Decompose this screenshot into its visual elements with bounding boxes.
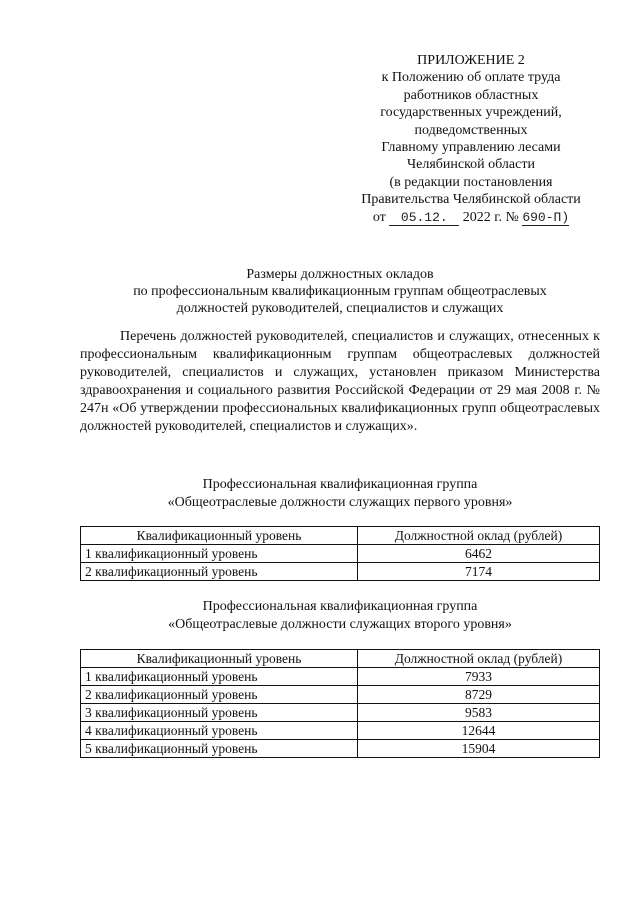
document-title (80, 266, 600, 317)
intro-paragraph: Перечень должностей руководителей, специалистов и служащих, отнесенных к профессиональным квалификационным группам общеотраслевых должностей руководителей, специалистов и служащих, установлен приказом Министерства здравоохранения и социального развития Российской Федерации от 29 мая 2008 г. № 247н «Об утверждении профессиональных квалификационных групп общеотраслевых должностей руководителей, специалистов и служащих». (80, 329, 600, 434)
resolution-number: 690-П) (522, 209, 570, 225)
group-title-line: Профессиональная квалификационная группа (202, 477, 478, 492)
table-header-row (81, 650, 600, 668)
salary-cell: 15904 (358, 740, 600, 758)
level-cell: 1 квалификационный уровень (81, 668, 358, 686)
title-line: Размеры должностных окладов (246, 267, 434, 282)
group-1-table (80, 526, 600, 581)
salary-cell: 6462 (358, 545, 600, 563)
salary-cell: 9583 (358, 704, 600, 722)
appendix-line: Главному управлению лесами (381, 140, 561, 156)
group-title-line: «Общеотраслевые должности служащих первого уровня» (167, 495, 513, 510)
resolution-date: 05.12. (389, 211, 459, 226)
level-cell: 3 квалификационный уровень (81, 704, 358, 722)
resolution-reference (340, 209, 602, 226)
appendix-line: государственных учреждений, (380, 105, 562, 121)
group-title-line: Профессиональная квалификационная группа (202, 599, 478, 614)
appendix-line: Правительства Челябинской области (361, 192, 581, 208)
level-cell: 2 квалификационный уровень (81, 686, 358, 704)
title-line: должностей руководителей, специалистов и служащих (176, 301, 504, 316)
table-header-row (81, 527, 600, 545)
salary-cell: 8729 (358, 686, 600, 704)
level-cell: 4 квалификационный уровень (81, 722, 358, 740)
appendix-line: работников областных (403, 87, 539, 103)
appendix-header (340, 52, 602, 226)
column-header-salary: Должностной оклад (рублей) (358, 650, 600, 668)
title-line: по профессиональным квалификационным группам общеотраслевых (133, 284, 547, 299)
salary-cell: 7933 (358, 668, 600, 686)
year-number-label: 2022 г. № (462, 209, 519, 225)
table-row (81, 740, 600, 758)
from-label: от (372, 209, 386, 225)
appendix-line: (в редакции постановления (389, 174, 553, 190)
column-header-salary: Должностной оклад (рублей) (358, 527, 600, 545)
appendix-line: к Положению об оплате труда (381, 70, 561, 86)
appendix-line: ПРИЛОЖЕНИЕ 2 (417, 53, 525, 68)
table-row (81, 722, 600, 740)
group-title-line: «Общеотраслевые должности служащих второго уровня» (168, 617, 512, 632)
column-header-level: Квалификационный уровень (81, 650, 358, 668)
table-row (81, 563, 600, 581)
appendix-line: подведомственных (414, 122, 528, 138)
group-2-table (80, 649, 600, 758)
group-2-title (80, 598, 600, 634)
group-1-title (80, 476, 600, 512)
table-row (81, 668, 600, 686)
level-cell: 2 квалификационный уровень (81, 563, 358, 581)
level-cell: 1 квалификационный уровень (81, 545, 358, 563)
column-header-level: Квалификационный уровень (81, 527, 358, 545)
level-cell: 5 квалификационный уровень (81, 740, 358, 758)
salary-cell: 7174 (358, 563, 600, 581)
table-row (81, 686, 600, 704)
appendix-line: Челябинской области (407, 157, 535, 173)
table-row (81, 704, 600, 722)
salary-cell: 12644 (358, 722, 600, 740)
table-row (81, 545, 600, 563)
